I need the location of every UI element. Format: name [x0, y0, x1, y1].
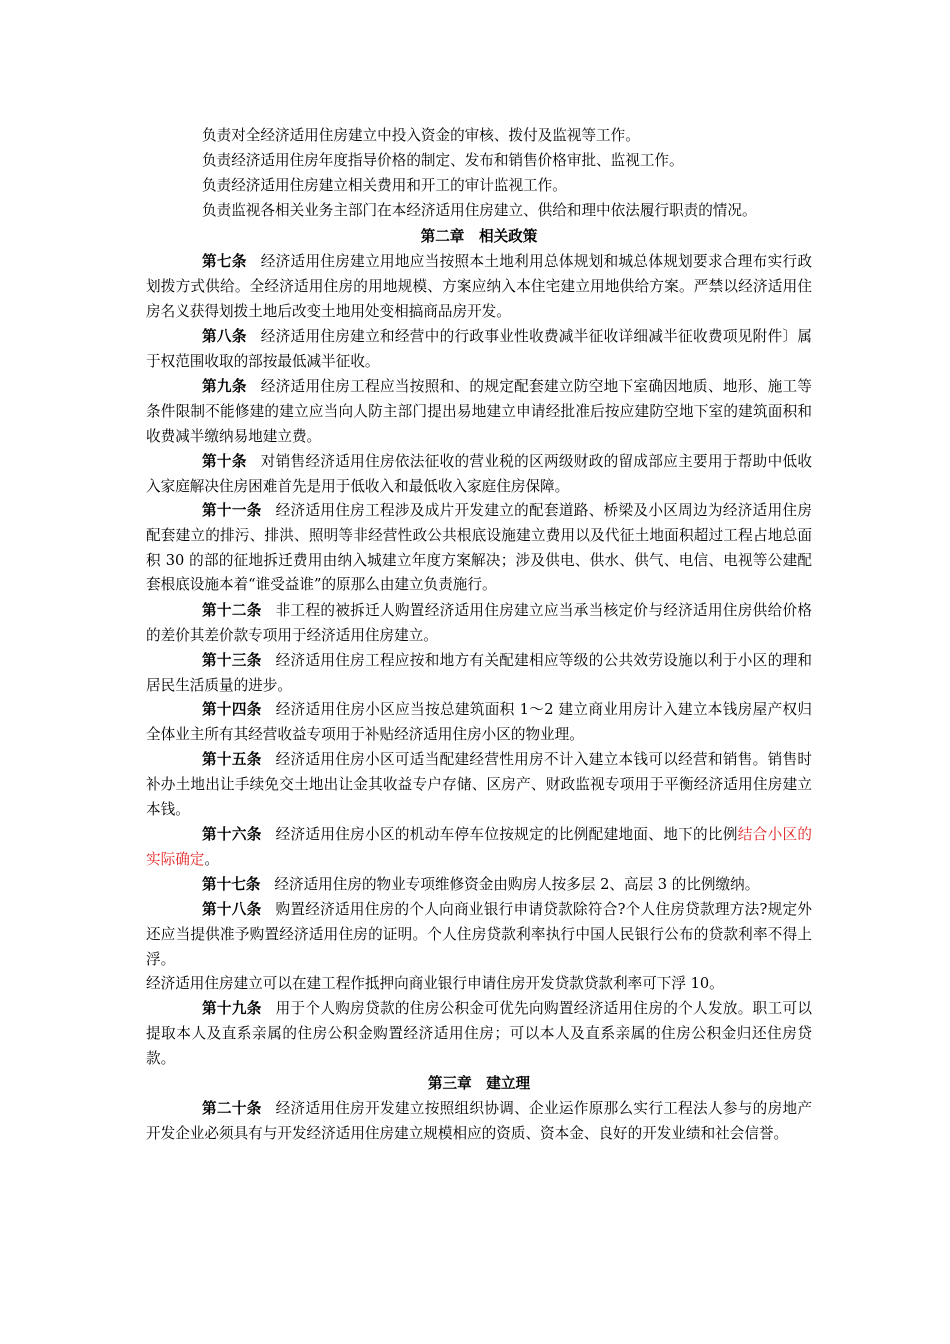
- article-16-end: 。: [204, 850, 219, 868]
- article-8-label: 第八条: [202, 328, 247, 345]
- article-20-text: 经济适用住房开发建立按照组织协调、企业运作原那么实行工程法人参与的房地产开发企业必须具有与开发经济适用住房建立规模相应的资质、资本金、良好的开发业绩和社会信誉。: [146, 1100, 812, 1142]
- article-12: [146, 599, 812, 649]
- article-9: [146, 375, 812, 449]
- chapter-2-heading: 第二章 相关政策: [420, 228, 538, 245]
- article-13-text: 经济适用住房工程应按和地方有关配建相应等级的公共效劳设施以利于小区的理和居民生活质量的进步。: [146, 652, 812, 694]
- article-18-label: 第十八条: [202, 901, 262, 918]
- article-10-label: 第十条: [202, 453, 247, 470]
- article-19-text: 用于个人购房贷款的住房公积金可优先向购置经济适用住房的个人发放。职工可以提取本人及直系亲属的住房公积金购置经济适用住房；可以本人及直系亲属的住房公积金归还住房贷款。: [146, 1000, 812, 1067]
- article-16-highlight: 结合小区的实际确定: [146, 826, 812, 868]
- article-11: [146, 499, 812, 598]
- article-13-label: 第十三条: [202, 652, 262, 669]
- intro-line-1: 负责对全经济适用住房建立中投入资金的审核、拨付及监视等工作。: [202, 127, 640, 144]
- article-17-label: 第十七条: [202, 876, 261, 893]
- article-17: [146, 873, 812, 898]
- article-20-label: 第二十条: [202, 1100, 262, 1117]
- intro-line-4: 负责监视各相关业务主部门在本经济适用住房建立、供给和理中依法履行职责的情况。: [202, 202, 757, 219]
- article-10-text: 对销售经济适用住房依法征收的营业税的区两级财政的留成部应主要用于帮助中低收入家庭解决住房困难首先是用于低收入和最低收入家庭住房保障。: [146, 453, 812, 495]
- article-7: [146, 250, 812, 324]
- article-12-label: 第十二条: [202, 602, 262, 619]
- article-12-text: 非工程的被拆迁人购置经济适用住房建立应当承当核定价与经济适用住房供给价格的差价其差价款专项用于经济适用住房建立。: [146, 602, 812, 644]
- article-17-text: 经济适用住房的物业专项维修资金由购房人按多层 2、高层 3 的比例缴纳。: [274, 876, 760, 893]
- article-13: [146, 649, 812, 699]
- article-10: [146, 450, 812, 500]
- article-9-label: 第九条: [202, 378, 247, 395]
- article-20: [146, 1097, 812, 1147]
- article-7-label: 第七条: [202, 253, 247, 270]
- article-14-text: 经济适用住房小区应当按总建筑面积 1～2 建立商业用房计入建立本钱房屋产权归全体业主所有其经营收益专项用于补贴经济适用住房小区的物业理。: [146, 701, 812, 743]
- article-16-text: 经济适用住房小区的机动车停车位按规定的比例配建地面、地下的比例: [275, 826, 738, 843]
- intro-line-2: 负责经济适用住房年度指导价格的制定、发布和销售价格审批、监视工作。: [202, 152, 684, 169]
- article-11-label: 第十一条: [202, 502, 262, 519]
- article-15-label: 第十五条: [202, 751, 262, 768]
- article-14-label: 第十四条: [202, 701, 262, 718]
- article-19: [146, 997, 812, 1071]
- article-11-text: 经济适用住房工程涉及成片开发建立的配套道路、桥梁及小区周边为经济适用住房配套建立的排污、排洪、照明等非经营性政公共根底设施建立费用以及代征土地面积超过工程占地总面积 30 的部的征地拆迁费用由纳入城建立年度方案解决；涉及供电、供水、供气、电信、电视等公建配套根底设施本着“谁受益谁”的原那么由建立负责施行。: [146, 502, 812, 594]
- article-16: [146, 823, 812, 873]
- article-18-text: 购置经济适用住房的个人向商业银行申请贷款除符合?个人住房贷款理方法?规定外还应当提供准予购置经济适用住房的证明。个人住房贷款利率执行中国人民银行公布的贷款利率不得上浮。: [146, 901, 812, 968]
- article-15-text: 经济适用住房小区可适当配建经营性用房不计入建立本钱可以经营和销售。销售时补办土地出让手续免交土地出让金其收益专户存储、区房产、财政监视专项用于平衡经济适用住房建立本钱。: [146, 751, 812, 818]
- article-8: [146, 325, 812, 375]
- article-7-text: 经济适用住房建立用地应当按照本土地利用总体规划和城总体规划要求合理布实行政划拨方式供给。全经济适用住房的用地规模、方案应纳入本住宅建立用地供给方案。严禁以经济适用住房名义获得划拨土地后改变土地用处变相搞商品房开发。: [146, 253, 812, 320]
- article-19-label: 第十九条: [202, 1000, 262, 1017]
- article-15: [146, 748, 812, 822]
- article-8-text: 经济适用住房建立和经营中的行政事业性收费减半征收详细减半征收费项见附件〕属于权范围收取的部按最低减半征收。: [146, 328, 812, 370]
- article-18: [146, 898, 812, 972]
- article-9-text: 经济适用住房工程应当按照和、的规定配套建立防空地下室确因地质、地形、施工等条件限制不能修建的建立应当向人防主部门提出易地建立申请经批准后按应建防空地下室的建筑面积和收费减半缴纳易地建立费。: [146, 378, 812, 445]
- article-14: [146, 698, 812, 748]
- chapter-3-heading: 第三章 建立理: [427, 1075, 531, 1092]
- article-18-continuation: 经济适用住房建立可以在建工程作抵押向商业银行申请住房开发贷款贷款利率可下浮 10。: [146, 975, 724, 992]
- intro-line-3: 负责经济适用住房建立相关费用和开工的审计监视工作。: [202, 177, 567, 194]
- article-16-label: 第十六条: [202, 826, 262, 843]
